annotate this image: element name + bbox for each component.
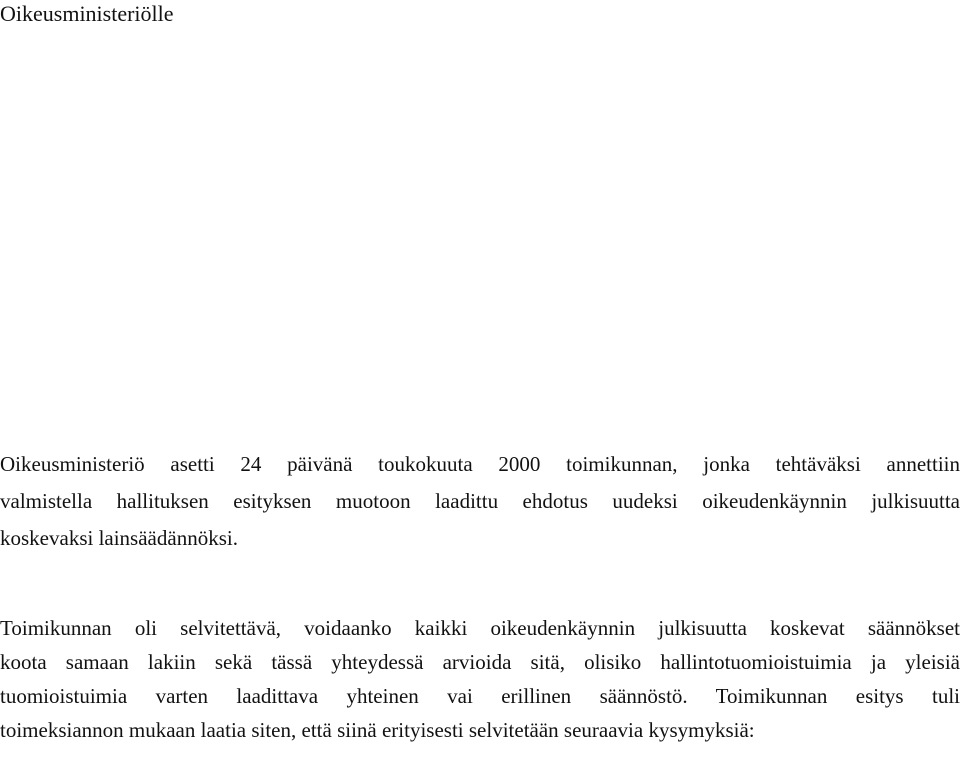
paragraph-line: koota samaan lakiin sekä tässä yhteydessä arvioida sitä, olisiko hallintotuomioistuimia ja yleisiä (0, 650, 960, 674)
paragraph-line: tuomioistuimia varten laadittava yhteinen vai erillinen säännöstö. Toimikunnan esitys tuli (0, 684, 960, 708)
paragraph-mandate (0, 611, 960, 747)
paragraph-line: valmistella hallituksen esityksen muotoon laadittu ehdotus uudeksi oikeudenkäynnin julkisuutta (0, 489, 960, 513)
paragraph-line: koskevaksi lainsäädännöksi. (0, 526, 238, 550)
addressee-heading: Oikeusministeriölle (0, 1, 174, 26)
paragraph-line: Toimikunnan oli selvitettävä, voidaanko kaikki oikeudenkäynnin julkisuutta koskevat säännökset (0, 616, 960, 640)
paragraph-appointment (0, 446, 960, 557)
paragraph-line: toimeksiannon mukaan laatia siten, että siinä erityisesti selvitetään seuraavia kysymyksiä: (0, 718, 755, 742)
paragraph-line: Oikeusministeriö asetti 24 päivänä toukokuuta 2000 toimikunnan, jonka tehtäväksi annettiin (0, 452, 960, 476)
